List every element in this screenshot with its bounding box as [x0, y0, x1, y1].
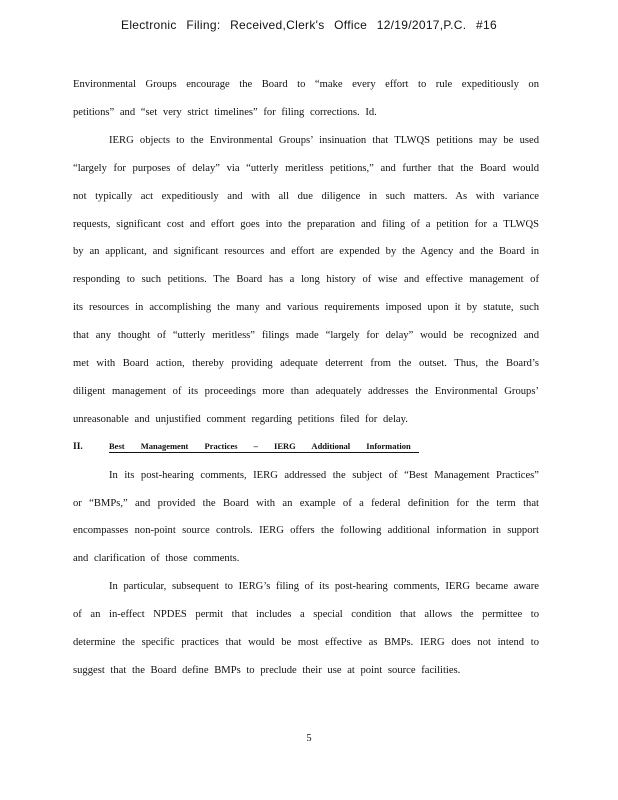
body-text: [73, 71, 539, 685]
paragraph-in-particular: In particular, subsequent to IERG’s filing of its post-hearing comments, IERG became aware of an in-effect NPDES permit that includes a special condition that allows the permittee to determine the specific practices that would be most effective as BMPs. IERG does not intend to suggest that the Board define BMPs to preclude their use at point source facilities.: [73, 581, 539, 677]
filing-header: Electronic Filing: Received,Clerk's Office 12/19/2017,P.C. #16: [121, 18, 497, 32]
paragraph-ierg-objects: IERG objects to the Environmental Groups’ insinuation that TLWQS petitions may be used “largely for purposes of delay” via “utterly meritless petitions,” and further that the Board would not typically act expeditiously and with all due diligence in such matters. As with variance requests, significant cost and effort goes into the preparation and filing of a petition for a TLWQS by an applicant, and significant resources and effort are expended by the Agency and the Board in responding to such petitions. The Board has a long history of wise and effective management of its resources in accomplishing the many and various requirements imposed upon it by statute, such that any thought of “utterly meritless” filings made “largely for delay” would be recognized and met with Board action, thereby providing adequate deterrent from the outset. Thus, the Board’s diligent management of its proceedings more than adequately addresses the Environmental Groups’ unreasonable and unjustified comment regarding petitions filed for delay.: [73, 134, 539, 425]
paragraph-continued: Environmental Groups encourage the Board to “make every effort to rule expeditiously on petitions” and “set very strict timelines” for filing corrections. Id.: [73, 79, 539, 118]
page-number: 5: [306, 733, 312, 744]
section-title: Best Management Practices – IERG Additional Information: [109, 440, 419, 453]
section-number: II.: [73, 441, 83, 452]
section-heading: [73, 434, 539, 462]
paragraph-post-hearing: In its post-hearing comments, IERG addressed the subject of “Best Management Practices” or “BMPs,” and provided the Board with an example of a federal definition for the term that encompasses non-point source controls. IERG offers the following additional information in support and clarification of those comments.: [73, 469, 539, 565]
